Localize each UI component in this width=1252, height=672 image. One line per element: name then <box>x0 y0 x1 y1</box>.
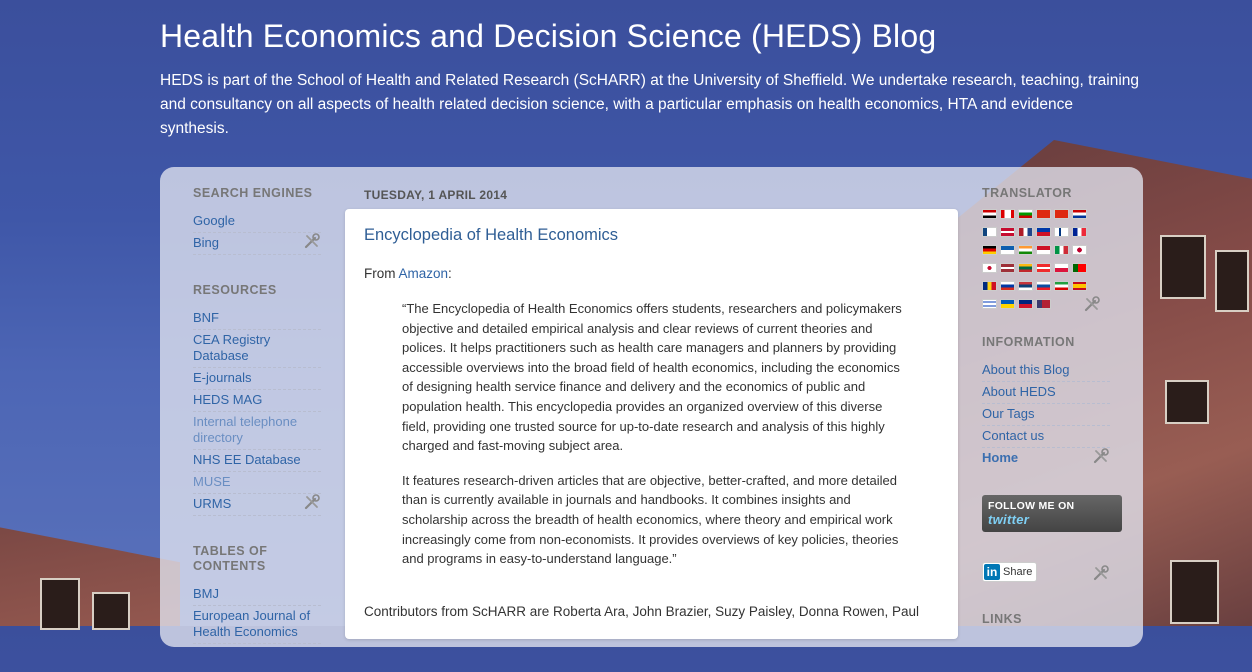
tables-of-contents-widget <box>193 544 321 644</box>
list-item <box>193 584 321 606</box>
language-flag-icon[interactable] <box>1072 209 1087 219</box>
linkedin-share-button[interactable] <box>982 562 1037 582</box>
link-google[interactable]: Google <box>193 213 235 228</box>
background-window <box>1170 560 1219 624</box>
link-contact-us[interactable]: Contact us <box>982 428 1045 443</box>
list-item <box>193 450 321 472</box>
translator-widget <box>982 186 1110 309</box>
blog-description: HEDS is part of the School of Health and Related Research (ScHARR) at the University of Sheffield. We undertake research, teaching, training and consultancy on all aspects of health related decision science, with a particular emphasis on health economics, HTA and evidence synthesis. <box>160 72 1140 137</box>
language-flag-icon[interactable] <box>1036 245 1051 255</box>
link-cea-registry[interactable]: CEA Registry Database <box>193 332 271 363</box>
left-sidebar <box>193 186 321 672</box>
list-item <box>193 390 321 412</box>
language-flag-icon[interactable] <box>1072 227 1087 237</box>
language-flag-icon[interactable] <box>1054 245 1069 255</box>
list-item <box>982 360 1110 382</box>
tables-of-contents-list <box>193 584 321 644</box>
background-building-left <box>0 510 180 626</box>
language-flag-icon[interactable] <box>1072 263 1087 273</box>
language-flag-icon[interactable] <box>1000 281 1015 291</box>
language-flag-icon[interactable] <box>1054 281 1069 291</box>
quote-paragraph: “The Encyclopedia of Health Economics offers students, researchers and policymakers objective and detailed empirical analysis and clear reviews of current theories and polices. It helps practitioners such as health care managers and planners by providing accessible overviews into the broad field of health economics, including the economics of designing health service finance and delivery and the economics of public and population health. This encyclopedia provides an organized overview of this diverse field, providing one trusted source for up-to-date research and analysis of this highly charged and fast-moving subject area. <box>402 301 902 454</box>
blog-header <box>160 18 1160 141</box>
widget-title: RESOURCES <box>193 283 277 297</box>
language-flag-icon[interactable] <box>1054 263 1069 273</box>
amazon-link[interactable]: Amazon <box>398 266 449 281</box>
wrench-screwdriver-icon[interactable] <box>303 493 321 511</box>
language-flag-icon[interactable] <box>1000 227 1015 237</box>
widget-title: SEARCH ENGINES <box>193 186 313 200</box>
language-flag-icon[interactable] <box>1018 209 1033 219</box>
list-item <box>982 382 1110 404</box>
language-flag-icon[interactable] <box>1036 209 1051 219</box>
widget-title: TABLES OF CONTENTS <box>193 544 268 573</box>
link-bmj[interactable]: BMJ <box>193 586 219 601</box>
follow-twitter-button[interactable] <box>982 495 1122 532</box>
language-flag-icon[interactable] <box>982 299 997 309</box>
language-flag-icon[interactable] <box>1072 281 1087 291</box>
links-widget <box>982 612 1110 627</box>
blog-title[interactable]: Health Economics and Decision Science (HEDS) Blog <box>160 18 937 54</box>
language-flag-icon[interactable] <box>1036 299 1051 309</box>
intro-suffix: : <box>448 266 452 281</box>
post-blockquote <box>402 299 902 584</box>
information-list <box>982 360 1110 469</box>
link-about-heds[interactable]: About HEDS <box>982 384 1056 399</box>
resources-list <box>193 308 321 516</box>
quote-paragraph: It features research-driven articles that are objective, better-crafted, and more detailed than is currently available in journals and handbooks. It combines insights and scholarship across the breadth of health economics, where theory and empirical work increasingly come from non-economists. It provides overviews of key policies, theories and programs in easy-to-understand language.” <box>402 472 899 567</box>
list-item <box>193 606 321 644</box>
wrench-screwdriver-icon[interactable] <box>1092 564 1110 582</box>
list-item <box>982 448 1110 469</box>
translator-flags <box>982 209 1092 309</box>
language-flag-icon[interactable] <box>1018 245 1033 255</box>
link-our-tags[interactable]: Our Tags <box>982 406 1035 421</box>
language-flag-icon[interactable] <box>1018 299 1033 309</box>
share-label: Share <box>1003 566 1033 578</box>
post-intro <box>364 266 452 281</box>
language-flag-icon[interactable] <box>1036 263 1051 273</box>
language-flag-icon[interactable] <box>1000 209 1015 219</box>
list-item <box>982 426 1110 448</box>
link-about-blog[interactable]: About this Blog <box>982 362 1070 377</box>
share-widget <box>982 562 1110 582</box>
list-item <box>193 233 321 255</box>
right-sidebar <box>982 186 1110 655</box>
link-heds-mag[interactable]: HEDS MAG <box>193 392 263 407</box>
list-item <box>982 404 1110 426</box>
language-flag-icon[interactable] <box>1000 299 1015 309</box>
background-window <box>1165 380 1209 424</box>
twitter-logo-icon: twitter <box>988 512 1030 527</box>
wrench-screwdriver-icon[interactable] <box>303 232 321 250</box>
list-item <box>193 494 321 516</box>
information-widget <box>982 335 1110 469</box>
widget-title: LINKS <box>982 612 1022 626</box>
link-nhs-ee-database[interactable]: NHS EE Database <box>193 452 301 467</box>
wrench-screwdriver-icon[interactable] <box>1092 447 1110 465</box>
language-flag-icon[interactable] <box>1072 245 1087 255</box>
link-e-journals[interactable]: E-journals <box>193 370 252 385</box>
language-flag-icon[interactable] <box>982 245 997 255</box>
search-engines-widget <box>193 186 321 255</box>
post-date: TUESDAY, 1 APRIL 2014 <box>364 188 508 202</box>
wrench-screwdriver-icon[interactable] <box>1083 295 1101 313</box>
link-bing[interactable]: Bing <box>193 235 220 250</box>
link-european-journal[interactable]: European Journal of Health Economics <box>193 608 311 639</box>
link-bnf[interactable]: BNF <box>193 310 219 325</box>
widget-title: TRANSLATOR <box>982 186 1072 200</box>
search-engines-list <box>193 211 321 255</box>
language-flag-icon[interactable] <box>1018 227 1033 237</box>
list-item <box>193 308 321 330</box>
post-title[interactable]: Encyclopedia of Health Economics <box>364 226 619 244</box>
twitter-prefix: FOLLOW ME ON <box>988 500 1075 512</box>
language-flag-icon[interactable] <box>1000 245 1015 255</box>
language-flag-icon[interactable] <box>1018 281 1033 291</box>
background-window <box>1215 250 1249 312</box>
twitter-widget <box>982 499 1110 532</box>
link-home[interactable]: Home <box>982 450 1019 465</box>
background-window <box>40 578 80 630</box>
language-flag-icon[interactable] <box>982 227 997 237</box>
language-flag-icon[interactable] <box>982 209 997 219</box>
language-flag-icon[interactable] <box>1018 263 1033 273</box>
link-urms[interactable]: URMS <box>193 496 232 511</box>
linkedin-icon: in <box>984 564 1000 580</box>
language-flag-icon[interactable] <box>1054 209 1069 219</box>
language-flag-icon[interactable] <box>1036 281 1051 291</box>
list-item <box>193 412 321 450</box>
list-item <box>193 472 321 494</box>
post-contributors: Contributors from ScHARR are Roberta Ara, John Brazier, Suzy Paisley, Donna Rowen, Paul <box>364 604 919 619</box>
list-item <box>193 211 321 233</box>
resources-widget <box>193 283 321 516</box>
language-flag-icon[interactable] <box>1036 227 1051 237</box>
language-flag-icon[interactable] <box>982 281 997 291</box>
background-window <box>1160 235 1206 299</box>
background-window <box>92 592 130 630</box>
link-telephone-directory[interactable]: Internal telephone directory <box>193 414 298 445</box>
language-flag-icon[interactable] <box>1000 263 1015 273</box>
widget-title: INFORMATION <box>982 335 1075 349</box>
link-muse[interactable]: MUSE <box>193 474 231 489</box>
list-item <box>193 330 321 368</box>
language-flag-icon[interactable] <box>982 263 997 273</box>
list-item <box>193 368 321 390</box>
blog-post <box>345 209 958 639</box>
language-flag-icon[interactable] <box>1054 227 1069 237</box>
intro-prefix: From <box>364 266 399 281</box>
